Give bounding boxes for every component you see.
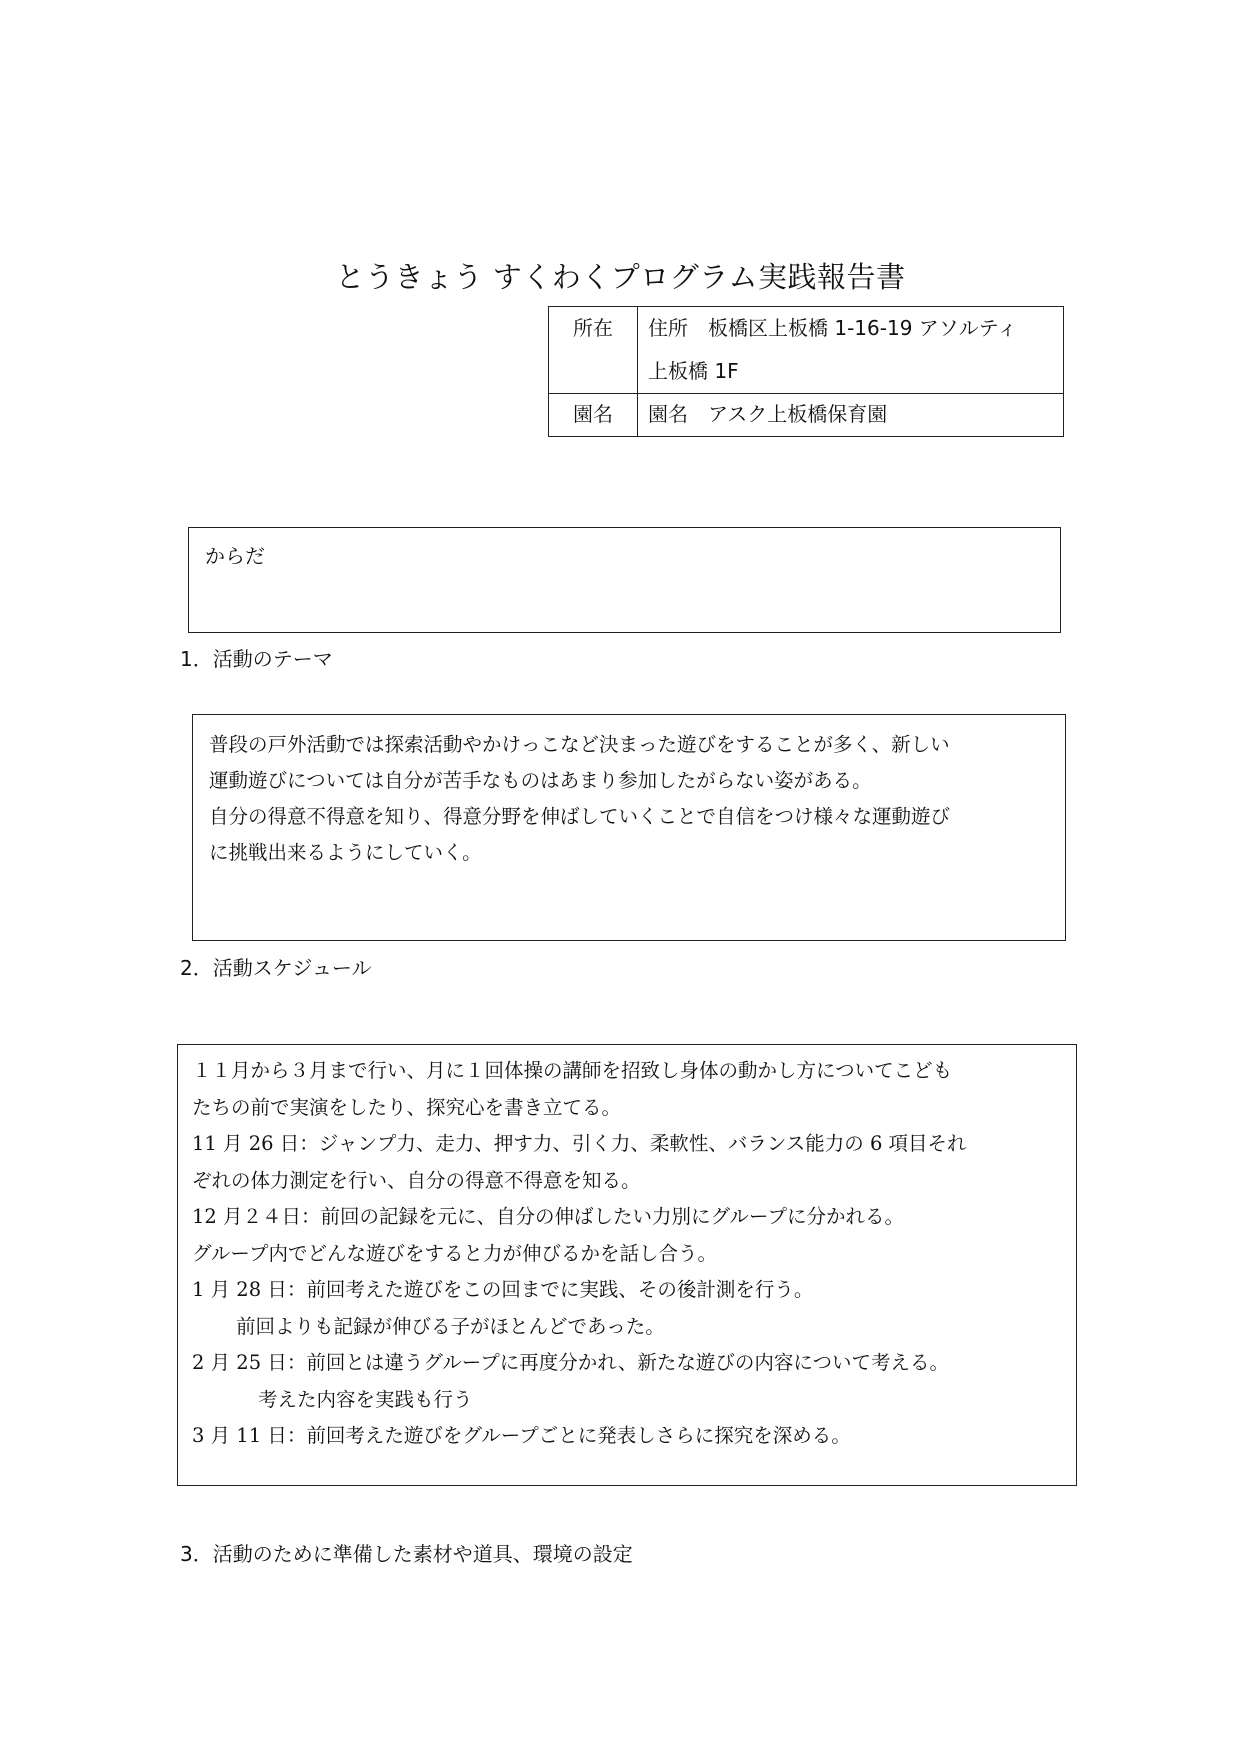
section-heading-theme: 1．活動のテーマ bbox=[180, 647, 333, 671]
address-cell bbox=[638, 307, 1064, 394]
location-label: 所在 bbox=[549, 307, 638, 394]
schedule-line: 3 月 11 日：前回考えた遊びをグループごとに発表しさらに探究を深める。 bbox=[192, 1424, 851, 1447]
theme-line: 運動遊びについては自分が苦手なものはあまり参加したがらない姿がある。 bbox=[209, 769, 872, 792]
schedule-line: たちの前で実演をしたり、探究心を書き立てる。 bbox=[192, 1095, 622, 1119]
theme-line: 自分の得意不得意を知り、得意分野を伸ばしていくことで自信をつけ様々な運動遊び bbox=[209, 805, 951, 828]
schedule-line: 1 月 28 日：前回考えた遊びをこの回までに実践、その後計測を行う。 bbox=[192, 1278, 814, 1301]
category-label: からだ bbox=[205, 544, 265, 568]
schedule-line: 考えた内容を実践も行う bbox=[258, 1387, 473, 1411]
page-title: とうきょう すくわくプログラム実践報告書 bbox=[335, 260, 906, 294]
schedule-line: 11 月 26 日：ジャンプ力、走力、押す力、引く力、柔軟性、バランス能力の 6 項目それ bbox=[192, 1132, 967, 1155]
theme-box bbox=[192, 714, 1066, 941]
garden-name: 園名 アスク上板橋保育園 bbox=[638, 394, 1064, 437]
garden-label: 園名 bbox=[549, 394, 638, 437]
schedule-line: 12 月２４日：前回の記録を元に、自分の伸ばしたい力別にグループに分かれる。 bbox=[192, 1205, 904, 1228]
schedule-line: ぞれの体力測定を行い、自分の得意不得意を知る。 bbox=[192, 1168, 641, 1192]
schedule-line: 2 月 25 日：前回とは違うグループに再度分かれ、新たな遊びの内容について考える。 bbox=[192, 1351, 950, 1374]
info-table bbox=[548, 306, 1064, 437]
address-line-1: 住所 板橋区上板橋 1-16-19 アソルティ bbox=[648, 316, 1018, 340]
category-box bbox=[188, 527, 1061, 633]
theme-line: に挑戦出来るようにしていく。 bbox=[209, 841, 482, 864]
address-line-2: 上板橋 1F bbox=[648, 359, 739, 383]
section-heading-schedule: 2．活動スケジュール bbox=[180, 956, 372, 980]
schedule-line: グループ内でどんな遊びをすると力が伸びるかを話し合う。 bbox=[192, 1241, 717, 1265]
schedule-line: １１月から３月まで行い、月に１回体操の講師を招致し身体の動かし方についてこども bbox=[192, 1059, 953, 1082]
theme-line: 普段の戸外活動では探索活動やかけっこなど決まった遊びをすることが多く、新しい bbox=[209, 733, 950, 756]
schedule-line: 前回よりも記録が伸びる子がほとんどであった。 bbox=[236, 1314, 665, 1338]
schedule-box bbox=[177, 1044, 1077, 1486]
section-heading-materials: 3．活動のために準備した素材や道具、環境の設定 bbox=[180, 1542, 633, 1566]
